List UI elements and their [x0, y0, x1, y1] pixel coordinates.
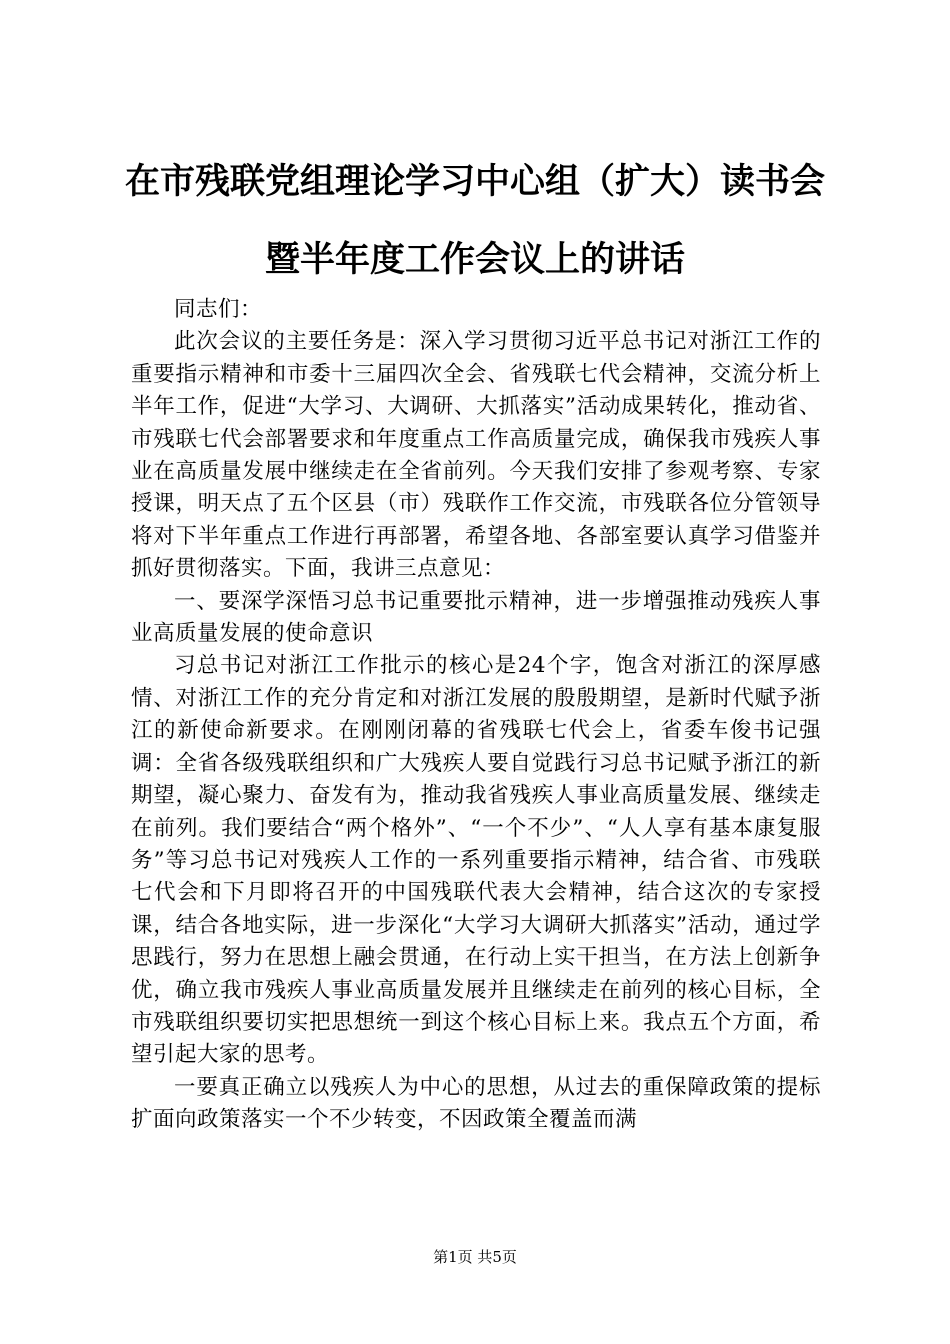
section-heading-1: 一、要深学深悟习总书记重要批示精神，进一步增强推动残疾人事业高质量发展的使命意识 — [131, 588, 821, 647]
document-body — [131, 294, 821, 1137]
body-paragraph: 一要真正确立以残疾人为中心的思想，从过去的重保障政策的提标扩面向政策落实一个不少转变，不因政策全覆盖而满 — [131, 1074, 821, 1133]
page-number-footer: 第1页 共5页 — [433, 1248, 517, 1266]
document-title-line-1: 在市残联党组理论学习中心组（扩大）读书会 — [124, 162, 825, 202]
body-paragraph: 习总书记对浙江工作批示的核心是24个字，饱含对浙江的深厚感情、对浙江工作的充分肯定和对浙江发展的殷殷期望，是新时代赋予浙江的新使命新要求。在刚刚闭幕的省残联七代会上，省委车俊书记强调：全省各级残联组织和广大残疾人要自觉践行习总书记赋予浙江的新期望，凝心聚力、奋发有为，推动我省残疾人事业高质量发展、继续走在前列。我们要结合“两个格外”、“一个不少”、“人人享有基本康复服务”等习总书记对残疾人工作的一系列重要指示精神，结合省、市残联七代会和下月即将召开的中国残联代表大会精神，结合这次的专家授课，结合各地实际，进一步深化“大学习大调研大抓落实”活动，通过学思践行，努力在思想上融会贯通，在行动上实干担当，在方法上创新争优，确立我市残疾人事业高质量发展并且继续走在前列的核心目标，全市残联组织要切实把思想统一到这个核心目标上来。我点五个方面，希望引起大家的思考。 — [131, 653, 821, 1068]
salutation-paragraph: 同志们： — [174, 297, 263, 322]
body-paragraph: 此次会议的主要任务是：深入学习贯彻习近平总书记对浙江工作的重要指示精神和市委十三届四次全会、省残联七代会精神，交流分析上半年工作，促进“大学习、大调研、大抓落实”活动成果转化，推动省、市残联七代会部署要求和年度重点工作高质量完成，确保我市残疾人事业在高质量发展中继续走在全省前列。今天我们安排了参观考察、专家授课，明天点了五个区县（市）残联作工作交流，市残联各位分管领导将对下半年重点工作进行再部署，希望各地、各部室要认真学习借鉴并抓好贯彻落实。下面，我讲三点意见： — [131, 329, 821, 582]
document-title-line-2: 暨半年度工作会议上的讲话 — [264, 240, 685, 280]
